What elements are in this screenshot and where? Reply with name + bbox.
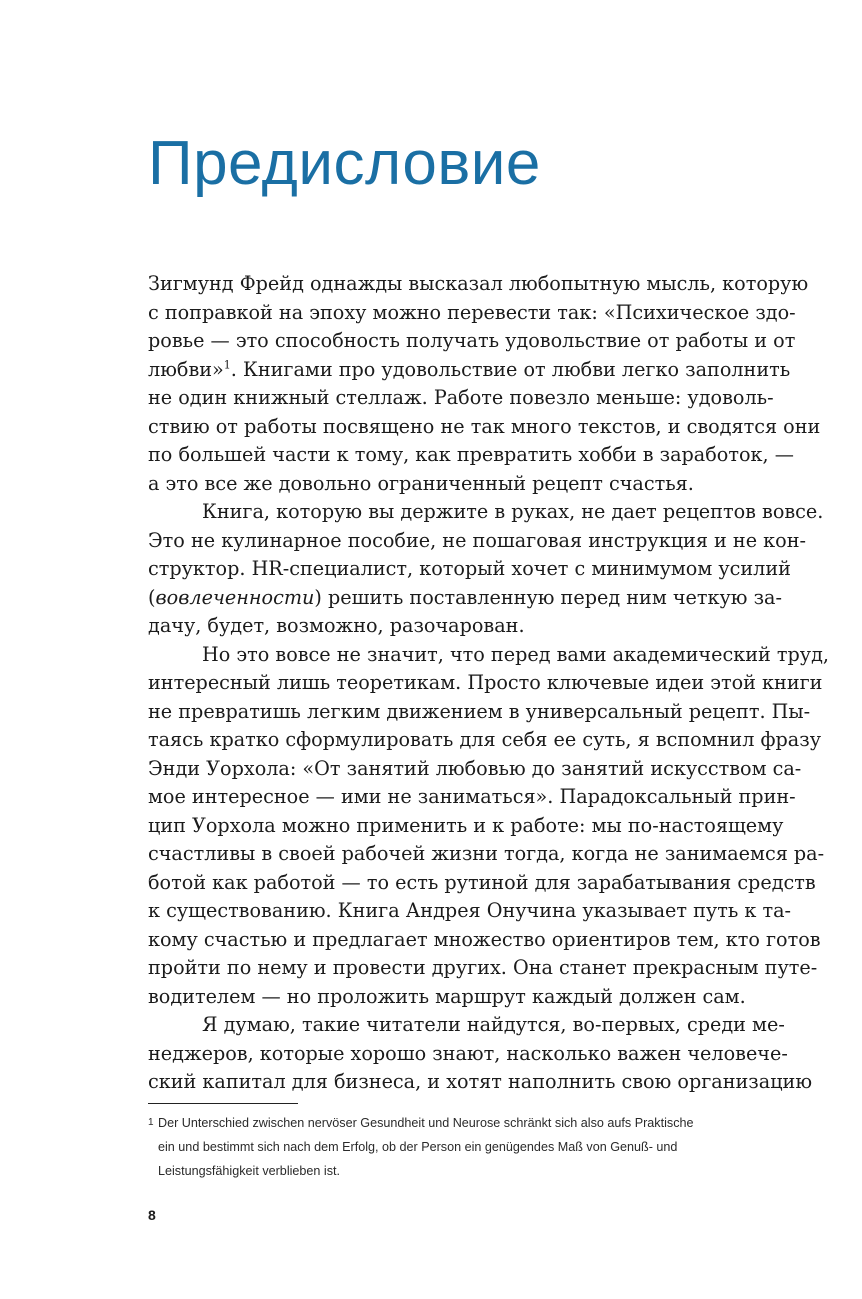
- body-text: [148, 270, 829, 1097]
- paragraph-4-line: Я думаю, такие читатели найдутся, во-первых, среди ме-: [202, 1013, 785, 1036]
- footnote-line: Leistungsfähigkeit verblieben ist.: [158, 1164, 341, 1178]
- footnote-divider: [148, 1103, 298, 1104]
- paragraph-4-line: ский капитал для бизнеса, и хотят наполнить свою организацию: [148, 1070, 813, 1093]
- paragraph-3-line: ботой как работой — то есть рутиной для зарабатывания средств: [148, 870, 816, 894]
- page-title: Предисловие: [148, 129, 541, 198]
- paragraph-1-line: ровье — это способность получать удовольствие от работы и от: [148, 329, 796, 352]
- paragraph-1-line: [148, 356, 791, 385]
- paragraph-3-line: интересный лишь теоретикам. Просто ключевые идеи этой книги: [148, 671, 823, 694]
- paragraph-3-line: цип Уорхола можно применить и к работе: мы по-настоящему: [148, 813, 784, 837]
- emphasis-text: вовлеченности: [155, 585, 315, 609]
- text-segment: (: [148, 585, 156, 609]
- paragraph-3-line: счастливы в своей рабочей жизни тогда, когда не занимаемся ра-: [148, 842, 825, 865]
- paragraph-1-line: с поправкой на эпоху можно перевести так: «Психическое здо-: [148, 300, 796, 324]
- paragraph-1-line: Зигмунд Фрейд однажды высказал любопытную мысль, которую: [148, 272, 809, 295]
- paragraph-3-line: кому счастью и предлагает множество ориентиров тем, кто готов: [148, 927, 821, 951]
- footnote-text: Der Unterschied zwischen nervöser Gesundheit und Neurose schränkt sich also aufs Praktische: [158, 1116, 694, 1130]
- paragraph-3-line: Энди Уорхола: «От занятий любовью до занятий искусством са-: [148, 756, 802, 780]
- paragraph-3-line: водителем — но проложить маршрут каждый должен сам.: [148, 984, 746, 1008]
- footnote-line: ein und bestimmt sich nach dem Erfolg, ob der Person ein genügendes Maß von Genuß- und: [158, 1140, 678, 1154]
- paragraph-1-line: ствию от работы посвящено не так много текстов, и сводятся они: [148, 414, 821, 438]
- text-segment: ) решить поставленную перед ним четкую за-: [314, 585, 782, 609]
- paragraph-4-line: неджеров, которые хорошо знают, насколько важен человече-: [148, 1041, 788, 1065]
- paragraph-2-line: Это не кулинарное пособие, не пошаговая инструкция и не кон-: [148, 528, 806, 552]
- footnote: [148, 1111, 778, 1183]
- paragraph-1-line: не один книжный стеллаж. Работе повезло меньше: удоволь-: [148, 386, 774, 409]
- paragraph-3-line: пройти по нему и провести других. Она станет прекрасным путе-: [148, 956, 818, 979]
- footnote-reference[interactable]: 1: [223, 358, 231, 372]
- paragraph-3-line: таясь кратко сформулировать для себя ее суть, я вспомнил фразу: [148, 728, 821, 751]
- paragraph-2-line: Книга, которую вы держите в руках, не дает рецептов вовсе.: [202, 500, 824, 523]
- paragraph-3-line: не превратишь легким движением в универсальный рецепт. Пы-: [148, 699, 811, 723]
- paragraph-3-line: к существованию. Книга Андрея Онучина указывает путь к та-: [148, 899, 791, 922]
- paragraph-3-line: мое интересное — ими не заниматься». Парадоксальный прин-: [148, 785, 796, 808]
- paragraph-2-line: структор. HR-специалист, который хочет с минимумом усилий: [148, 557, 791, 580]
- text-segment: любви»: [148, 357, 224, 381]
- paragraph-1-line: по большей части к тому, как превратить хобби в заработок, —: [148, 443, 794, 466]
- paragraph-1-line: а это все же довольно ограниченный рецепт счастья.: [148, 471, 694, 495]
- text-segment: . Книгами про удовольствие от любви легко заполнить: [230, 357, 791, 381]
- footnote-number: 1: [148, 1117, 154, 1128]
- footnote-line: [148, 1111, 778, 1135]
- paragraph-3-line: Но это вовсе не значит, что перед вами академический труд,: [202, 642, 829, 666]
- paragraph-2-line: дачу, будет, возможно, разочарован.: [148, 614, 525, 637]
- paragraph-2-line: [148, 584, 782, 613]
- page-number: 8: [148, 1207, 156, 1223]
